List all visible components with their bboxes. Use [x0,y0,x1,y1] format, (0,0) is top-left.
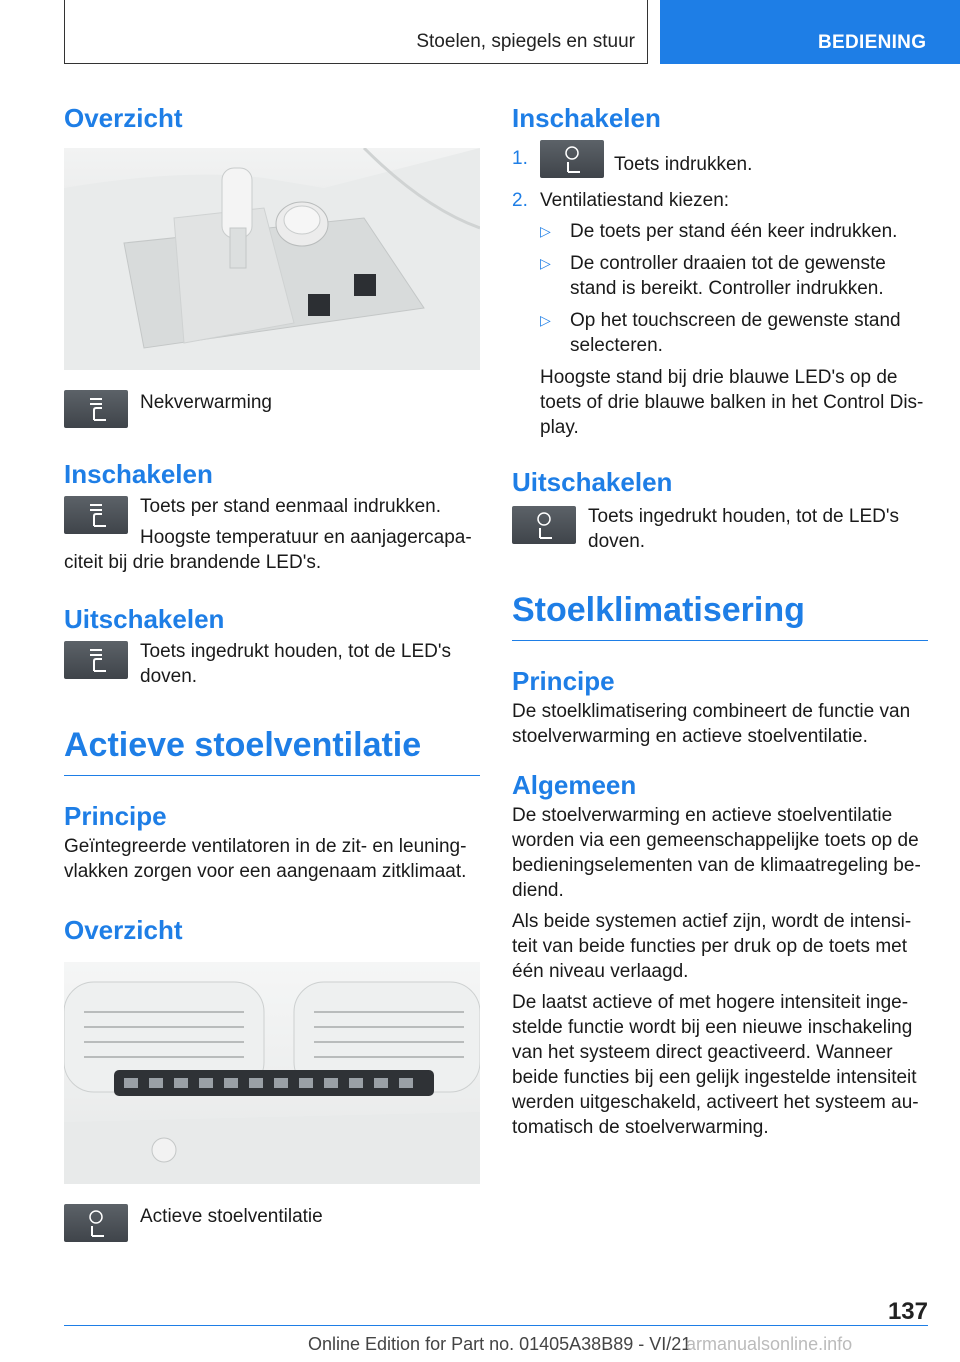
right-inschakelen-heading: Inschakelen [512,103,661,133]
page-number: 137 [887,1298,928,1325]
left-principe-text: Geïntegreerde ventilatoren in de zit- en leuning-vlakken zorgen voor een aangenaam zitklimaat. [64,836,467,882]
right-uitschakelen-block [512,504,928,554]
neck-warmer-icon-3 [64,641,128,679]
step-item [512,140,928,186]
algemeen-paragraph-2: Als beide systemen actief zijn, wordt de intensi-teit van beide functies per druk op de toets met één niveau verlaagd. [512,911,912,982]
step-item [512,188,928,440]
algemeen-paragraph-1: De stoelverwarming en actieve stoelventilatie worden via een gemeenschappelijke toets op de bedieningselementen van de klimaatregeling be-diend. [512,805,921,901]
bullet-text: De toets per stand één keer indrukken. [570,221,898,242]
bullet-item [540,219,928,244]
left-inschakelen-line2: Hoogste temperatuur en aanjagercapa-citeit bij drie brandende LED's. [64,527,472,573]
climate-panel-illustration [64,962,480,1184]
neck-warmer-caption-row [64,390,480,428]
step-text: Toets indrukken. [614,154,753,176]
header-box [64,0,648,64]
chapter-tab[interactable] [660,0,960,64]
step-number: 1. [512,148,528,169]
watermark: armanualsonline.info [686,1334,853,1354]
left-inschakelen-block [64,494,480,575]
right-uitschakelen-heading: Uitschakelen [512,467,673,497]
seat-ventilation-icon-off [512,506,576,544]
left-inschakelen-line1: Toets per stand eenmaal indrukken. [140,496,442,517]
overview-heading: Overzicht [64,103,183,133]
right-principe-text: De stoelklimatisering combineert de functie van stoelverwarming en actieve stoelventilatie. [512,701,911,747]
climate-control-photo [64,962,480,1184]
photo2-caption: Actieve stoelventilatie [140,1206,323,1227]
bullet-item [540,308,928,358]
left-column [64,100,480,1242]
step-number: 2. [512,190,528,211]
footer-divider [64,1325,928,1326]
left-uitschakelen-heading: Uitschakelen [64,604,225,634]
algemeen-heading: Algemeen [512,770,637,800]
neck-warmer-button-icon [64,390,128,428]
steps-list [512,140,928,440]
stoelklimatisering-heading: Stoelklimatisering [512,588,928,641]
step-note: Hoogste stand bij drie blauwe LED's op de toets of drie blauwe balken in het Control Dis-play. [540,367,924,438]
actieve-stoelventilatie-heading: Actieve stoelventilatie [64,723,480,776]
seat-ventilation-button-icon [64,1204,128,1242]
bullet-text: Op het touchscreen de gewenste stand selecteren. [570,310,901,356]
ventilation-caption-row [64,1204,480,1242]
left-principe-heading: Principe [64,801,167,831]
left-uitschakelen-block [64,639,480,689]
edition-text: Online Edition for Part no. 01405A38B89 - VI/21 [308,1334,692,1354]
center-console-photo [64,148,480,370]
right-column [512,100,928,1140]
section-title: Stoelen, spiegels en stuur [416,31,635,52]
console-illustration [64,148,480,370]
seat-ventilation-icon-step [540,140,604,178]
algemeen-paragraph-3: De laatst actieve of met hogere intensiteit inge-stelde functie wordt bij een nieuwe inschakeling van het systeem direct geactiveerd. Wanneer beide functies bij een gelijk ingestelde intensiteit werden uitgeschakeld, activeert het systeem au-tomatisch de stoelverwarming. [512,992,919,1138]
chapter-tab-label: BEDIENING [818,32,927,53]
right-principe-heading: Principe [512,666,615,696]
left-inschakelen-heading: Inschakelen [64,459,213,489]
overview2-heading: Overzicht [64,915,183,945]
triangle-bullet-icon: ▷ [540,255,551,271]
neck-warmer-icon-2 [64,496,128,534]
left-uitschakelen-text: Toets ingedrukt houden, tot de LED's doven. [140,641,451,687]
photo1-caption: Nekverwarming [140,392,272,413]
right-uitschakelen-text: Toets ingedrukt houden, tot de LED's doven. [588,506,899,552]
triangle-bullet-icon: ▷ [540,312,551,328]
triangle-bullet-icon: ▷ [540,223,551,239]
bullet-list [540,219,928,358]
bullet-item [540,251,928,301]
bullet-text: De controller draaien tot de gewenste stand is bereikt. Controller indrukken. [570,253,886,299]
step-text: Ventilatiestand kiezen: [540,190,730,211]
